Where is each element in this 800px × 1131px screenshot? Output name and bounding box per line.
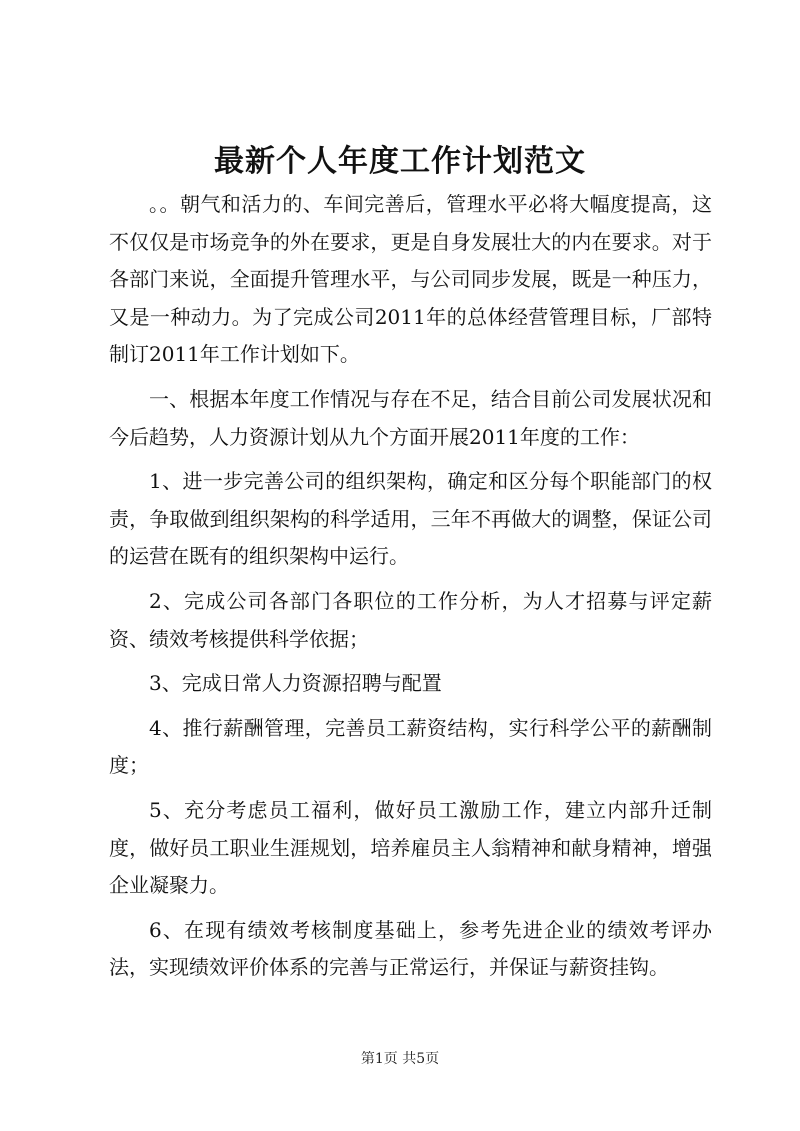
page-footer: 第1页 共5页 [360, 1051, 440, 1067]
document-title: 最新个人年度工作计划范文 [214, 144, 586, 179]
paragraph-item-1: 1、进一步完善公司的组织架构，确定和区分每个职能部门的权责，争取做到组织架构的科学适用，三年不再做大的调整，保证公司的运营在既有的组织架构中运行。 [109, 469, 712, 569]
paragraph-item-5: 5、充分考虑员工福利，做好员工激励工作，建立内部升迁制度，做好员工职业生涯规划，培养雇员主人翁精神和献身精神，增强企业凝聚力。 [109, 797, 712, 898]
paragraph-item-3: 3、完成日常人力资源招聘与配置 [149, 671, 442, 696]
paragraph-item-6: 6、在现有绩效考核制度基础上，参考先进企业的绩效考评办法，实现绩效评价体系的完善与正常运行，并保证与薪资挂钩。 [109, 917, 712, 980]
paragraph-item-2: 2、完成公司各部门各职位的工作分析，为人才招募与评定薪资、绩效考核提供科学依据； [109, 588, 712, 651]
paragraph-section-one: 一、根据本年度工作情况与存在不足，结合目前公司发展状况和今后趋势，人力资源计划从九个方面开展2011年度的工作： [109, 386, 712, 449]
paragraph-intro: 。。朝气和活力的、车间完善后，管理水平必将大幅度提高，这不仅仅是市场竞争的外在要求，更是自身发展壮大的内在要求。对于各部门来说，全面提升管理水平，与公司同步发展，既是一种压力，又是一种动力。为了完成公司2011年的总体经营管理目标，厂部特制订2011年工作计划如下。 [109, 192, 712, 367]
paragraph-item-4: 4、推行薪酬管理，完善员工薪资结构，实行科学公平的薪酬制度； [109, 715, 712, 778]
document-body [109, 186, 712, 994]
